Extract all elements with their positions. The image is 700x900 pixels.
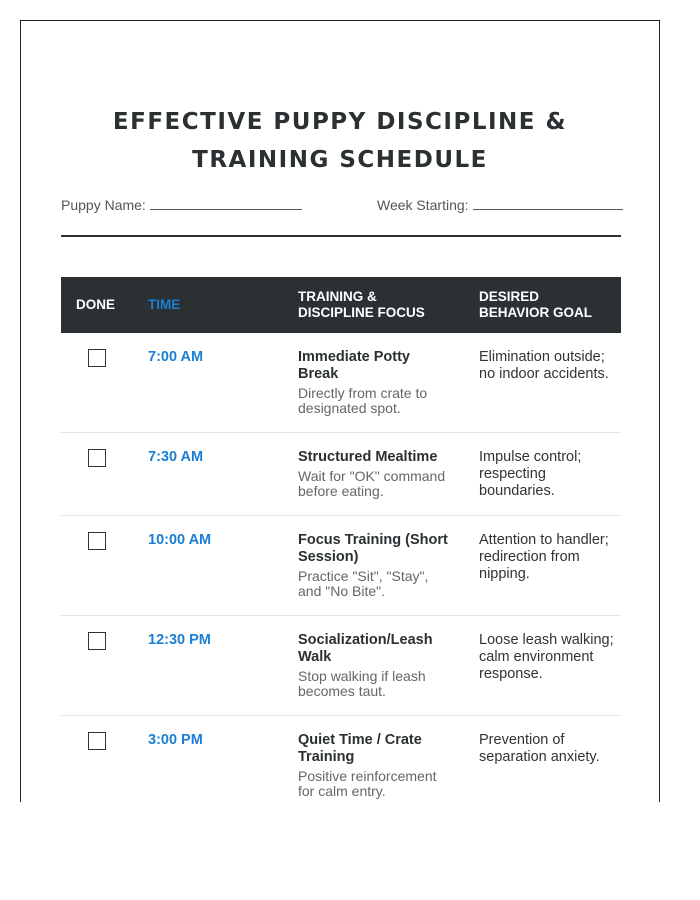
done-checkbox[interactable] xyxy=(88,532,106,550)
header-focus xyxy=(298,289,458,321)
row-time: 3:00 PM xyxy=(148,732,203,748)
row-focus xyxy=(298,532,448,599)
focus-description: Wait for "OK" command before eating. xyxy=(298,468,446,499)
header-done: DONE xyxy=(76,297,116,312)
table-header xyxy=(61,277,621,333)
focus-title: Socialization/Leash Walk xyxy=(298,632,433,665)
table-row xyxy=(61,516,621,616)
row-time: 10:00 AM xyxy=(148,532,212,548)
header-goal-line-2: BEHAVIOR GOAL xyxy=(479,305,593,320)
row-goal: Impulse control; respecting boundaries. xyxy=(479,449,582,499)
header-divider xyxy=(61,235,621,237)
title-line-1: EFFECTIVE PUPPY DISCIPLINE & xyxy=(112,109,568,135)
week-starting-field[interactable] xyxy=(377,197,623,213)
row-time: 12:30 PM xyxy=(148,632,211,648)
focus-title: Immediate Potty Break xyxy=(298,349,410,382)
puppy-name-field[interactable] xyxy=(61,197,302,213)
done-checkbox[interactable] xyxy=(88,449,106,467)
row-focus xyxy=(298,632,448,699)
focus-description: Stop walking if leash becomes taut. xyxy=(298,668,426,699)
done-checkbox[interactable] xyxy=(88,349,106,367)
done-checkbox[interactable] xyxy=(88,632,106,650)
header-time: TIME xyxy=(148,297,181,312)
focus-title: Quiet Time / Crate Training xyxy=(298,732,422,765)
row-goal: Attention to handler; redirection from nipping. xyxy=(479,532,609,582)
header-focus-line-1: TRAINING & xyxy=(298,289,377,304)
row-goal: Elimination outside; no indoor accidents. xyxy=(479,349,609,382)
row-goal: Prevention of separation anxiety. xyxy=(479,732,600,765)
puppy-name-blank[interactable] xyxy=(150,197,302,210)
focus-description: Directly from crate to designated spot. xyxy=(298,385,428,416)
row-goal: Loose leash walking; calm environment response. xyxy=(479,632,614,682)
schedule-table xyxy=(61,277,621,808)
document-title xyxy=(21,103,659,179)
title-line-2: TRAINING SCHEDULE xyxy=(192,147,488,173)
row-focus xyxy=(298,349,448,416)
row-time: 7:00 AM xyxy=(148,349,204,365)
focus-title: Focus Training (Short Session) xyxy=(298,532,448,565)
row-focus xyxy=(298,449,458,499)
table-row xyxy=(61,333,621,433)
header-goal-line-1: DESIRED xyxy=(479,289,540,304)
header-goal xyxy=(479,289,619,321)
puppy-name-label: Puppy Name: xyxy=(61,197,146,213)
focus-title: Structured Mealtime xyxy=(298,449,438,465)
week-starting-label: Week Starting: xyxy=(377,197,469,213)
header-focus-line-2: DISCIPLINE FOCUS xyxy=(298,305,425,320)
table-row xyxy=(61,616,621,716)
row-focus xyxy=(298,732,448,799)
focus-description: Practice "Sit", "Stay", and "No Bite". xyxy=(298,568,429,599)
table-row xyxy=(61,716,621,808)
done-checkbox[interactable] xyxy=(88,732,106,750)
document-page xyxy=(20,20,660,802)
week-starting-blank[interactable] xyxy=(473,197,623,210)
focus-description: Positive reinforcement for calm entry. xyxy=(298,768,437,799)
table-row xyxy=(61,433,621,516)
row-time: 7:30 AM xyxy=(148,449,204,465)
